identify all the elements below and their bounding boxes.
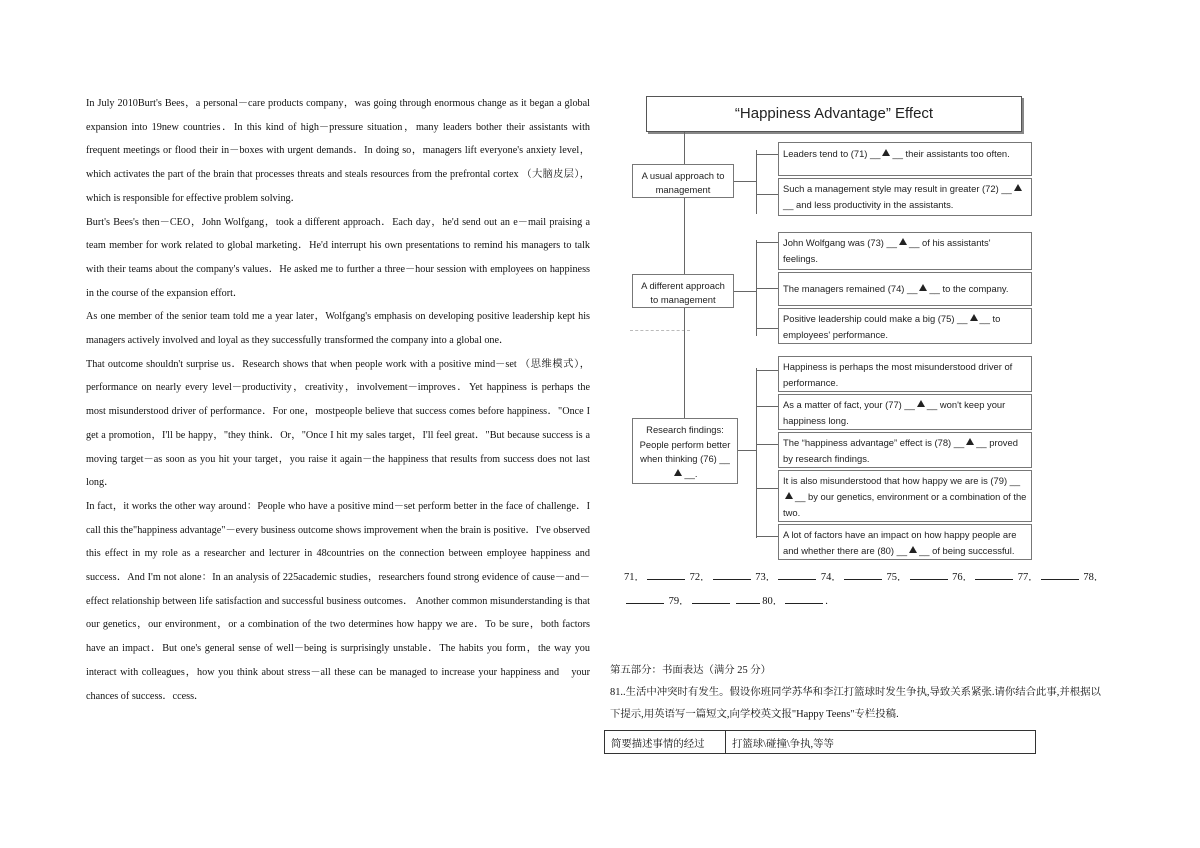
item-73: John Wolfgang was (73) __ __ of his assistants' feelings. — [778, 232, 1032, 270]
item-77: As a matter of fact, your (77) __ __ won't keep your happiness long. — [778, 394, 1032, 430]
connector-line — [756, 368, 757, 538]
answer-label: 72． — [689, 572, 711, 583]
connector-line — [734, 291, 756, 292]
writing-section — [610, 660, 1106, 726]
answer-blank-77[interactable] — [1041, 569, 1079, 580]
writing-prompt: 81..生活中冲突时有发生。假设你班同学苏华和李江打篮球时发生争执,导致关系紧张.请你结合此事,并根据以下提示,用英语写一篇短文,向学校英文报"Happy Teens"专栏投稿. — [610, 687, 1101, 720]
blank-triangle-icon — [882, 149, 890, 156]
passage-paragraph-4: That outcome shouldn't surprise us．Research shows that when people work with a positive mind－set （思维模式），performance on nearly every level－productivity，creativity，involvement－improves．Yet happiness is perhaps the most misunderstood driver of performance．For one，mostpeople believe that success comes before happiness．"Once I get a promotion，I'll be happy，"they think．Or，"Once I hit my sales target，I'll feel great．"But because success is a moving target－as soon as you hit your target，you raise it again－the happiness that results from success does not last long． — [86, 358, 590, 489]
item-78: The “happiness advantage” effect is (78) __ __ proved by research findings. — [778, 432, 1032, 468]
connector-line — [756, 444, 778, 445]
table-cell: 打篮球\碰撞\争执,等等 — [726, 731, 1036, 754]
passage-paragraph-2: Burt's Bees's then－CEO，John Wolfgang，took a different approach．Each day，he'd send out an e－mail praising a team member for work related to global marketing．He'd interrupt his own presentations to remind his managers to talk with their teams about the company's values．He asked me to further a three－hour session with employees on happiness in the course of the expansion effort． — [86, 216, 590, 299]
blank-triangle-icon — [899, 238, 907, 245]
answer-blank-79-cont[interactable] — [736, 593, 760, 604]
table-cell: 简要描述事情的经过 — [605, 731, 726, 754]
connector-line — [756, 288, 778, 289]
answer-label: 79． — [668, 596, 690, 607]
section-heading: 第五部分：书面表达（满分 25 分） — [610, 665, 772, 676]
blank-triangle-icon — [909, 546, 917, 553]
item-80: A lot of factors have an impact on how happy people are and whether there are (80) __ __ of being successful. — [778, 524, 1032, 560]
answer-blank-75[interactable] — [910, 569, 948, 580]
reading-passage — [86, 92, 590, 708]
dotted-divider — [630, 330, 690, 331]
happiness-diagram — [624, 92, 1036, 558]
item-driver: Happiness is perhaps the most misunderstood driver of performance. — [778, 356, 1032, 392]
blank-triangle-icon — [674, 469, 682, 476]
blank-triangle-icon — [917, 400, 925, 407]
answer-label: 71． — [624, 572, 645, 583]
category-different-approach: A different approach to management — [632, 274, 734, 308]
answer-label: 78． — [1083, 572, 1105, 583]
item-71: Leaders tend to (71) __ __ their assistants too often. — [778, 142, 1032, 176]
passage-paragraph-3: As one member of the senior team told me a year later，Wolfgang's emphasis on developing positive leadership kept his managers actively involved and loyal as they successfully transformed the company into a global one． — [86, 311, 590, 347]
answer-label: 74． — [820, 572, 842, 583]
connector-line — [756, 406, 778, 407]
connector-line — [734, 181, 756, 182]
passage-paragraph-1: In July 2010Burt's Bees，a personal－care products company，was going through enormous change as it began a global expansion into 19new countries．In this kind of high－pressure situation，many leaders bother their assistants with frequent meetings or flood their in－boxes with urgent demands．In doing so，managers lift everyone's anxiety level，which activates the part of the brain that processes threats and steals resources from the prefrontal cortex （大脑皮层），which is responsible for effective problem solving． — [86, 98, 590, 204]
item-75: Positive leadership could make a big (75) __ __ to employees' performance. — [778, 308, 1032, 344]
connector-line — [684, 308, 685, 418]
blank-triangle-icon — [785, 492, 793, 499]
connector-line — [738, 450, 756, 451]
connector-line — [756, 328, 778, 329]
answer-label: 76． — [952, 572, 974, 583]
answer-blank-72[interactable] — [713, 569, 751, 580]
answer-blank-73[interactable] — [778, 569, 816, 580]
category-research-findings: Research findings: People perform better when thinking (76) ____. — [632, 418, 738, 484]
item-79: It is also misunderstood that how happy we are is (79) ____ by our genetics, environment or a combination of the two. — [778, 470, 1032, 522]
answer-blank-74[interactable] — [844, 569, 882, 580]
answer-blank-78[interactable] — [626, 593, 664, 604]
connector-line — [684, 132, 685, 162]
table-row — [605, 731, 1036, 754]
blank-triangle-icon — [970, 314, 978, 321]
connector-line — [756, 536, 778, 537]
blank-triangle-icon — [919, 284, 927, 291]
connector-line — [756, 194, 778, 195]
connector-line — [756, 488, 778, 489]
category-usual-approach: A usual approach to management — [632, 164, 734, 198]
answer-label: 73． — [755, 572, 777, 583]
answer-blank-76[interactable] — [975, 569, 1013, 580]
connector-line — [756, 242, 778, 243]
answer-blank-80[interactable] — [785, 593, 823, 604]
blank-triangle-icon — [966, 438, 974, 445]
connector-line — [684, 198, 685, 274]
answer-label: 80． — [762, 596, 784, 607]
connector-line — [756, 370, 778, 371]
answer-blank-71[interactable] — [647, 569, 685, 580]
passage-paragraph-5: In fact，it works the other way around：People who have a positive mind－set perform better in the face of challenge．I call this the"happiness advantage"－every business outcome shows improvement when the brain is positive．I've observed this effect in my role as a researcher and lecturer in 48countries on the connection between employee happiness and success．And I'm not alone：In an analysis of 225academic studies，researchers found strong evidence of cause－and－effect relationship between life satisfaction and successful business outcomes． Another common misunderstanding is that our genetics，our environment，or a combination of the two determines how happy we are．To be sure，both factors have an impact．But one's general sense of well－being is surprisingly unstable．The habits you form，the way you interact with colleagues，how you think about stress－all these can be managed to increase your happiness and your chances of success．ccess． — [86, 500, 590, 702]
item-72: Such a management style may result in greater (72) ____ and less productivity in the assistants. — [778, 178, 1032, 216]
answer-label: 75． — [886, 572, 908, 583]
item-74: The managers remained (74) __ __ to the company. — [778, 272, 1032, 306]
blank-triangle-icon — [1014, 184, 1022, 191]
answer-blanks: 71． 72． 73． 74． 75． 76． 77． 78． 79． 80． . — [624, 566, 1124, 614]
diagram-title: “Happiness Advantage” Effect — [646, 96, 1022, 132]
connector-line — [756, 150, 757, 214]
connector-line — [756, 154, 778, 155]
answer-label: 77． — [1017, 572, 1039, 583]
hint-table — [604, 730, 1036, 754]
answer-blank-79[interactable] — [692, 593, 730, 604]
